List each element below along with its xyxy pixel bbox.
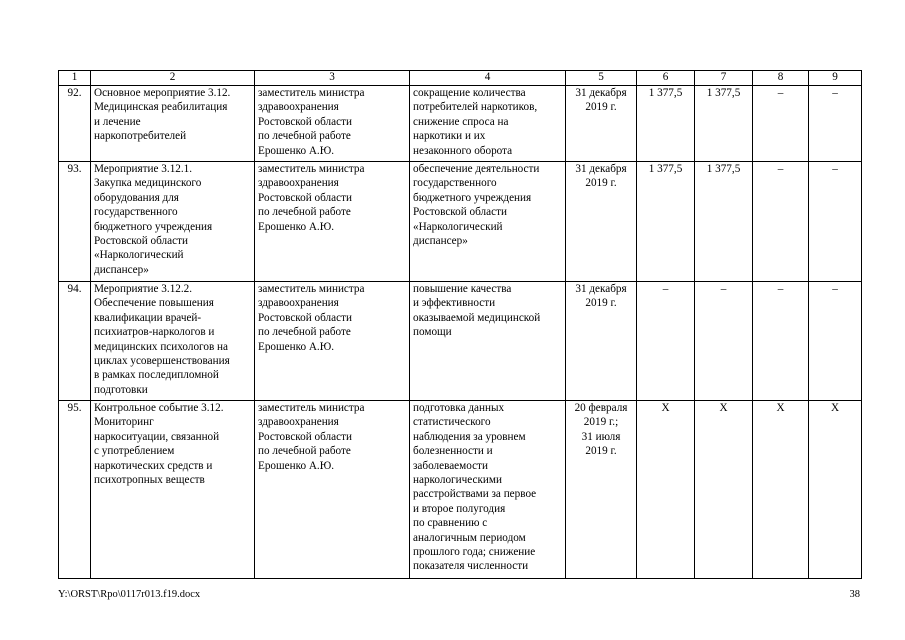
header-cell: 7 — [695, 71, 753, 86]
header-cell: 8 — [753, 71, 809, 86]
deadline-date: 31 декабря 2019 г. — [566, 86, 637, 162]
deadline-date: 31 декабря 2019 г. — [566, 282, 637, 401]
table-row — [59, 401, 862, 579]
deadline-date: 31 декабря 2019 г. — [566, 162, 637, 282]
header-cell: 2 — [91, 71, 255, 86]
funding-col-7: 1 377,5 — [695, 86, 753, 162]
activity-name: Мероприятие 3.12.2. Обеспечение повышения квалификации врачей- психиатров-наркологов и медицинских психологов на циклах усовершенствования в рамках последипломной подготовки — [91, 282, 255, 401]
funding-col-9: – — [809, 86, 862, 162]
responsible-person: заместитель министра здравоохранения Ростовской области по лечебной работе Ерошенко А.Ю. — [255, 401, 410, 579]
funding-col-8: – — [753, 86, 809, 162]
funding-col-9: Х — [809, 401, 862, 579]
expected-result: повышение качества и эффективности оказываемой медицинской помощи — [410, 282, 566, 401]
row-number: 95. — [59, 401, 91, 579]
funding-col-7: Х — [695, 401, 753, 579]
activity-name: Основное мероприятие 3.12. Медицинская реабилитация и лечение наркопотребителей — [91, 86, 255, 162]
funding-col-8: Х — [753, 401, 809, 579]
row-number: 93. — [59, 162, 91, 282]
document-file-path: Y:\ORST\Rpo\0117r013.f19.docx — [58, 589, 201, 600]
deadline-date: 20 февраля 2019 г.; 31 июля 2019 г. — [566, 401, 637, 579]
funding-col-7: 1 377,5 — [695, 162, 753, 282]
header-cell: 9 — [809, 71, 862, 86]
activity-plan-table — [58, 70, 862, 579]
funding-col-9: – — [809, 282, 862, 401]
funding-col-7: – — [695, 282, 753, 401]
header-cell: 1 — [59, 71, 91, 86]
activity-name: Контрольное событие 3.12. Мониторинг наркоситуации, связанной с употреблением наркотических средств и психотропных веществ — [91, 401, 255, 579]
funding-col-8: – — [753, 282, 809, 401]
table-row — [59, 86, 862, 162]
activity-name: Мероприятие 3.12.1. Закупка медицинского оборудования для государственного бюджетного учреждения Ростовской области «Наркологический диспансер» — [91, 162, 255, 282]
page-number: 38 — [849, 589, 860, 600]
funding-col-6: – — [637, 282, 695, 401]
responsible-person: заместитель министра здравоохранения Ростовской области по лечебной работе Ерошенко А.Ю. — [255, 162, 410, 282]
funding-col-6: 1 377,5 — [637, 162, 695, 282]
header-cell: 6 — [637, 71, 695, 86]
expected-result: подготовка данных статистического наблюдения за уровнем болезненности и заболеваемости наркологическими расстройствами за первое и второе полугодия по сравнению с аналогичным периодом прошлого года; снижение показателя численности — [410, 401, 566, 579]
expected-result: обеспечение деятельности государственного бюджетного учреждения Ростовской области «Наркологический диспансер» — [410, 162, 566, 282]
column-number-header-row — [59, 71, 862, 86]
header-cell: 3 — [255, 71, 410, 86]
funding-col-8: – — [753, 162, 809, 282]
row-number: 92. — [59, 86, 91, 162]
row-number: 94. — [59, 282, 91, 401]
header-cell: 5 — [566, 71, 637, 86]
responsible-person: заместитель министра здравоохранения Ростовской области по лечебной работе Ерошенко А.Ю. — [255, 282, 410, 401]
table-row — [59, 282, 862, 401]
funding-col-6: 1 377,5 — [637, 86, 695, 162]
header-cell: 4 — [410, 71, 566, 86]
funding-col-6: Х — [637, 401, 695, 579]
funding-col-9: – — [809, 162, 862, 282]
table-row — [59, 162, 862, 282]
expected-result: сокращение количества потребителей наркотиков, снижение спроса на наркотики и их незаконного оборота — [410, 86, 566, 162]
responsible-person: заместитель министра здравоохранения Ростовской области по лечебной работе Ерошенко А.Ю. — [255, 86, 410, 162]
